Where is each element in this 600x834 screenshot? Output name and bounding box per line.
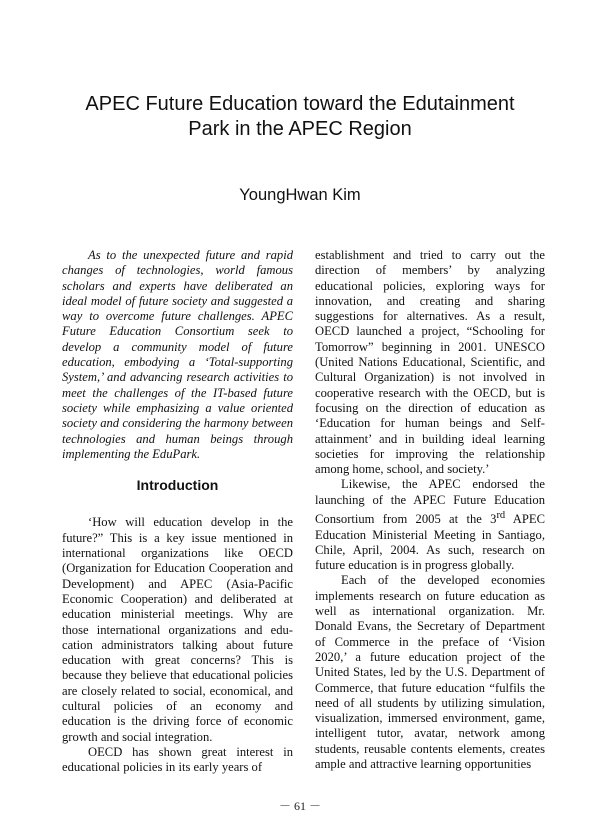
body-paragraph: ‘How will education develop in the future?” This is a key issue mentioned in international organizations like OECD (Organization for Education Cooperation and Development) and APEC (Asia-Pacific Economic Cooperation) and deliberated at education ministerial meetings. Why are those international organizations and edu-cation administrators talking about future education with great concerns? This is because they believe that educational policies are closely related to social, economical, and cultural policies of an economy and education is the driving force of economic growth and social integration. <box>62 515 293 744</box>
right-column <box>315 248 545 772</box>
author-name: YoungHwan Kim <box>239 186 361 204</box>
abstract-paragraph: As to the unexpected future and rapid changes of technologies, world famous scholars and experts have deliberated an ideal model of future society and suggested a way to overcome future challenges. APEC Future Education Consortium seek to develop a community model of future education, embodying a ‘Total-supporting System,’ and advancing research activities to meet the challenges of the IT-based future society while emphasizing a value oriented society and considering the harmony between technologies and human beings through implementing the EduPark. <box>62 248 293 461</box>
body-paragraph: establishment and tried to carry out the direction of members’ by analyzing educational policies, exploring ways for innovation, and creating and sharing suggestions for alternatives. As a result, OECD launched a project, “Schooling for Tomorrow” beginning in 2001. UNESCO (United Nations Educational, Scientific, and Cultural Organization) is not involved in cooperative research with the OECD, but is focusing on the direction of education as ‘Education for human beings and Self-attainment’ and in building ideal learning societies for improving the relationship among home, school, and society.’ <box>315 248 545 477</box>
body-paragraph: OECD has shown great interest in educational policies in its early years of <box>62 744 293 775</box>
title-line: APEC Future Education toward the Edutainment <box>85 93 515 115</box>
left-column <box>62 248 293 776</box>
title-line: Park in the APEC Region <box>188 118 412 140</box>
ordinal-superscript: rd <box>496 510 506 522</box>
paper-title <box>40 92 560 142</box>
apec-text-cont: APEC Education Ministerial Meeting in Santiago, Chile, April, 2004. As such, research on future education is in progress globally. <box>315 512 545 573</box>
body-paragraph <box>315 477 545 573</box>
apec-text: Likewise, the APEC endorsed the launching of the APEC Future Education Consortium from 2005 at the 3 <box>315 477 545 527</box>
body-paragraph: Each of the developed economies implements research on future education as well as international organization. Mr. Donald Evans, the Secretary of Department of Commerce in the preface of ‘Vision 2020,’ a future education project of the United States, led by the U.S. Department of Commerce, that future education “fulfils the need of all students by utilizing simulation, visualization, immersed environment, game, intelligent tutor, avatar, network among students, reusable contents elements, creates ample and attractive learning opportunities <box>315 573 545 771</box>
section-heading: Introduction <box>136 477 219 494</box>
page-number: － 61 － <box>278 799 321 813</box>
